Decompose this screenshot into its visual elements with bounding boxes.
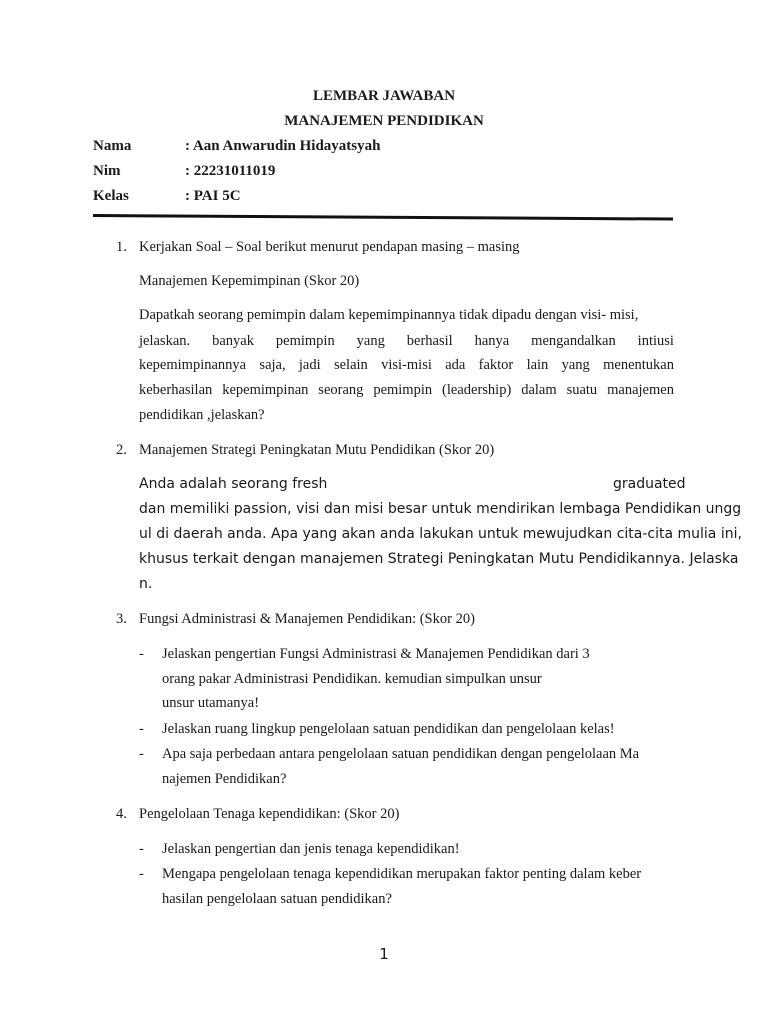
q1-word: pemimpin [275,333,335,349]
q2-line: khusus terkait dengan manajemen Strategi Peningkatan Mutu Pendidikannya. Jelaska [139,551,739,567]
q1-subheading: Manajemen Kepemimpinan (Skor 20) [139,273,360,289]
header-divider [93,214,673,221]
page-number: 1 [379,945,389,963]
q1-justified-line [139,333,674,350]
field-value-nama: : Aan Anwarudin Hidayatsyah [185,138,381,154]
field-value-nim: : 22231011019 [185,163,276,179]
q1-word: menentukan [603,357,674,373]
document-subtitle: MANAJEMEN PENDIDIKAN [284,113,484,129]
q1-word: manajemen [607,382,674,398]
q3-bullet-line: najemen Pendidikan? [162,771,287,787]
q1-word: hanya [474,333,510,349]
q2-line: ul di daerah anda. Apa yang akan anda lakukan untuk mewujudkan cita-cita mulia ini, [139,526,742,542]
q4-bullet-line: Mengapa pengelolaan tenaga kependidikan merupakan faktor penting dalam keber [162,866,642,882]
q1-word: berhasil [406,333,453,349]
q2-line: dan memiliki passion, visi dan misi besar untuk mendirikan lembaga Pendidikan ungg [139,501,742,517]
q1-word: keberhasilan [139,382,213,398]
q2-line-left: Anda adalah seorang fresh [139,476,328,492]
field-label-kelas: Kelas [93,188,129,204]
field-label-nim: Nim [93,163,121,179]
q3-bullet-line: Jelaskan pengertian Fungsi Administrasi & Manajemen Pendidikan dari 3 [162,646,590,662]
q1-word: suatu [566,382,598,398]
q1-word: selain [333,357,368,373]
q3-bullet-line: unsur utamanya! [162,695,260,711]
q3-bullet-line: orang pakar Administrasi Pendidikan. kemudian simpulkan unsur [162,671,542,687]
q3-number: 3. [116,611,127,627]
q1-word: ada [445,357,466,373]
q3-heading: Fungsi Administrasi & Manajemen Pendidikan: (Skor 20) [139,611,475,627]
q3-bullet-dash: - [139,721,144,737]
q1-word: lain [526,357,549,373]
q3-bullet-dash: - [139,646,144,662]
q4-bullet-dash: - [139,866,144,882]
q1-heading: Kerjakan Soal – Soal berikut menurut pendapan masing – masing [139,239,520,255]
q2-line: n. [139,576,153,592]
q1-word: saja, [259,357,286,373]
q1-justified-line [139,357,674,374]
q1-word: yang [561,357,590,373]
q4-number: 4. [116,806,127,822]
q1-word: seorang [318,382,364,398]
q2-line-right: graduated [613,476,686,492]
q4-bullet-line: Jelaskan pengertian dan jenis tenaga kependidikan! [162,841,460,857]
q1-word: jadi [298,357,321,373]
q1-word: intiusi [637,333,674,349]
q1-justified-line [139,382,674,399]
q1-line: Dapatkah seorang pemimpin dalam kepemimpinannya tidak dipadu dengan visi- misi, [139,307,639,323]
q1-number: 1. [116,239,127,255]
q2-heading: Manajemen Strategi Peningkatan Mutu Pendidikan (Skor 20) [139,442,495,458]
q1-word: visi-misi [381,357,432,373]
q4-bullet-line: hasilan pengelolaan satuan pendidikan? [162,891,392,907]
q4-heading: Pengelolaan Tenaga kependidikan: (Skor 20) [139,806,400,822]
q3-bullet-line: Jelaskan ruang lingkup pengelolaan satuan pendidikan dan pengelolaan kelas! [162,721,615,737]
q4-bullet-dash: - [139,841,144,857]
q1-word: banyak [212,333,254,349]
q1-word: (leadership) [442,382,512,398]
q1-word: pemimpin [373,382,433,398]
document-title: LEMBAR JAWABAN [312,88,456,104]
q1-line: pendidikan ,jelaskan? [139,407,265,423]
field-label-nama: Nama [93,138,132,154]
q1-word: mengandalkan [531,333,616,349]
q1-word: kepemimpinannya [139,357,247,373]
q3-bullet-dash: - [139,746,144,762]
q1-word: dalam [521,382,557,398]
q2-number: 2. [116,442,127,458]
q3-bullet-line: Apa saja perbedaan antara pengelolaan satuan pendidikan dengan pengelolaan Ma [162,746,640,762]
field-value-kelas: : PAI 5C [185,188,241,204]
q1-word: jelaskan. [139,333,191,349]
q1-word: yang [356,333,385,349]
q1-word: kepemimpinan [222,382,309,398]
q1-word: faktor [478,357,514,373]
